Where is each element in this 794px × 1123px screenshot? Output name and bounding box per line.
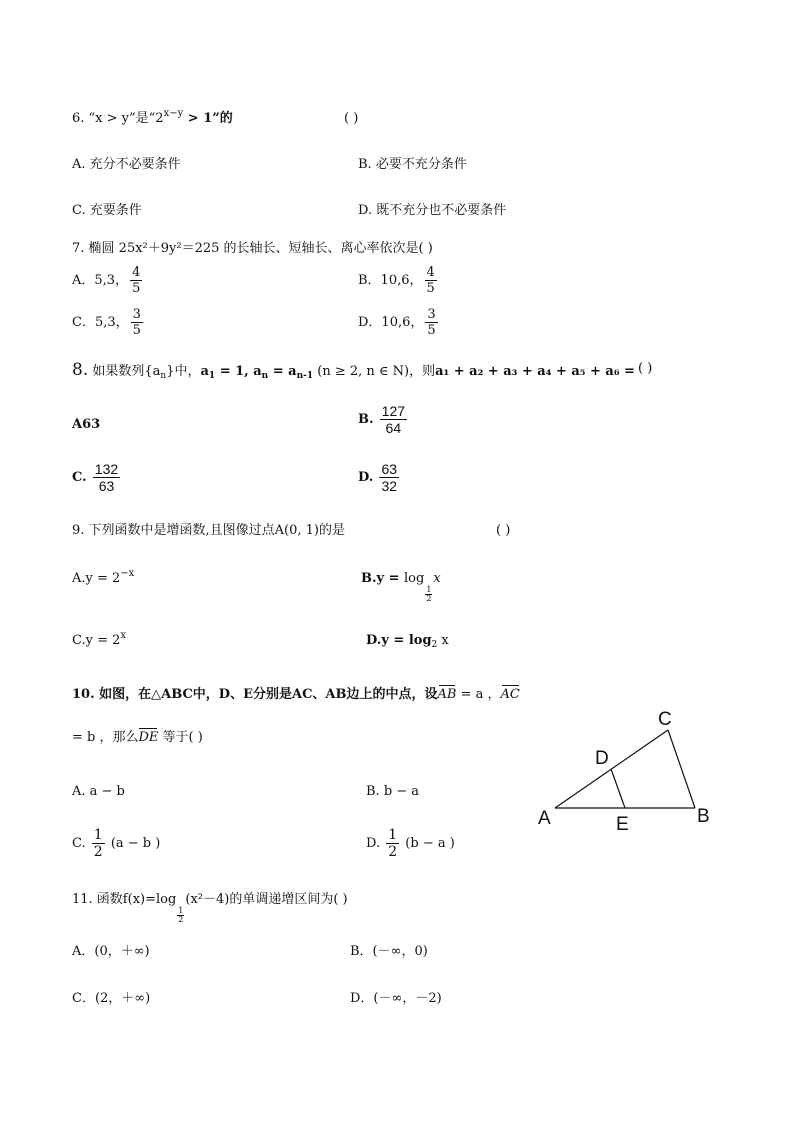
label-a: A [538, 808, 551, 829]
q8-option-b: B. $\frac{127}{64}$ [358, 403, 406, 436]
q6-stem: 6. “x > y”是“$2^{x-y} > 1$”的 [72, 108, 233, 126]
q7-option-b: B．10,6， $\frac{4}{5}$ [358, 265, 435, 296]
q10-option-d: D. $\frac{1}{2}$ (b − a ) [366, 827, 455, 860]
q10-option-b: B. b − a [366, 784, 420, 799]
q7-option-d: D．10,6， $\frac{3}{5}$ [358, 307, 436, 338]
q6-option-a: A. 充分不必要条件 [72, 157, 181, 172]
q7-stem: 7. 椭圆 25x²＋9y²＝225 的长轴长、短轴长、离心率依次是( ) [72, 241, 433, 256]
q6-answer-paren: ( ) [344, 111, 359, 126]
q8-answer-paren: ( ) [638, 361, 653, 376]
q9-answer-paren: ( ) [496, 523, 511, 538]
q11-option-c: C．(2，＋∞) [72, 991, 151, 1006]
segment-de [611, 769, 625, 808]
q9-option-b: B.y = log $\frac{1}{2}$ x [361, 571, 441, 603]
q10-stem-line2: = b ，那么DE 等于( ) [72, 730, 203, 745]
q11-option-d: D．(－∞，－2) [350, 991, 442, 1006]
label-d: D [595, 748, 609, 769]
label-b: B [697, 806, 710, 827]
q6-option-d: D. 既不充分也不必要条件 [358, 203, 507, 218]
q10-option-c: C. $\frac{1}{2}$ (a − b ) [72, 827, 161, 860]
q11-option-a: A．(0，＋∞) [72, 944, 150, 959]
q7-option-a: A．5,3， $\frac{4}{5}$ [72, 265, 141, 296]
q9-option-a: $A.y = 2^{-x}$ [72, 568, 135, 586]
q10-option-a: A. a − b [72, 784, 125, 799]
q9-stem: 9. 下列函数中是增函数,且图像过点A(0, 1)的是 [72, 523, 346, 538]
q6-option-b: B. 必要不充分条件 [358, 157, 467, 172]
q8-stem: 8. 如果数列$\{a_n\}$中，$a_1 = 1$, $a_n = a_{n-1}$ (n ≥ 2, n ∈ N)，则a₁ + a₂ + a₃ + a₄ + a₅ + a₆ = [72, 360, 635, 381]
q9-option-c: $C.y = 2^x$ [72, 630, 127, 648]
q8-option-a: A63 [72, 417, 101, 432]
side-cb [668, 730, 695, 808]
label-c: C [658, 709, 672, 730]
q9-option-d: $D.y = \log_2 x$ [366, 633, 449, 650]
q11-stem: 11. 函数f(x)=log $\frac{1}{2}$ (x²－4)的单调递增区间为( ) [72, 892, 348, 924]
q8-option-d: D. $\frac{63}{32}$ [358, 461, 398, 494]
triangle-figure [530, 700, 730, 840]
q10-stem-line1: 10. 如图，在△ABC中，D、E分别是AC、AB边上的中点，设AB = a ，AC [72, 687, 520, 702]
q11-option-b: B．(－∞，0) [350, 944, 428, 959]
q7-option-c: C．5,3， $\frac{3}{5}$ [72, 307, 141, 338]
q8-option-c: C. $\frac{132}{63}$ [72, 461, 119, 494]
label-e: E [616, 814, 629, 835]
q6-option-c: C. 充要条件 [72, 203, 142, 218]
